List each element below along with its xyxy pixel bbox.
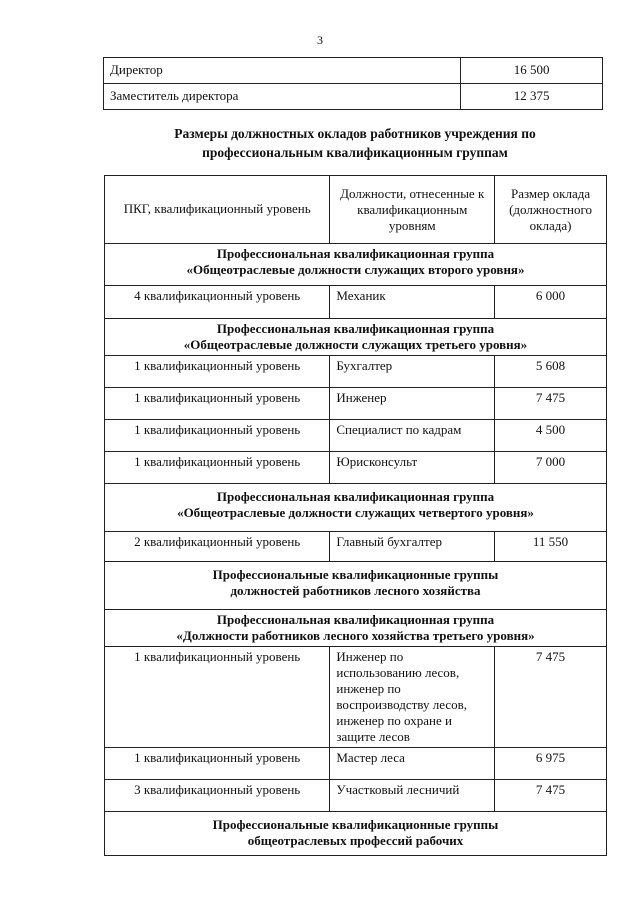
- position-cell: Юрисконсульт: [330, 452, 495, 484]
- level-cell: 1 квалификационный уровень: [105, 748, 330, 780]
- heading-line: профессиональным квалификационным группам: [202, 145, 508, 160]
- header-col-level: ПКГ, квалификационный уровень: [105, 176, 330, 244]
- table-row: [105, 356, 607, 388]
- heading-line: Размеры должностных окладов работников учреждения по: [174, 126, 536, 141]
- position-cell: Бухгалтер: [330, 356, 495, 388]
- group-header-row: [105, 812, 607, 856]
- amount-cell: 5 608: [495, 356, 607, 388]
- table-row: [105, 532, 607, 562]
- table-row: [104, 58, 603, 84]
- level-cell: 2 квалификационный уровень: [105, 532, 330, 562]
- group-title: [105, 484, 607, 532]
- group-header-row: [105, 562, 607, 610]
- position-cell: Инженер по использованию лесов, инженер по воспроизводству лесов, инженер по охране и защите лесов: [330, 647, 495, 748]
- group-title-line: Профессиональные квалификационные группы: [212, 567, 499, 582]
- group-title-line: «Общеотраслевые должности служащих второго уровня»: [186, 262, 525, 277]
- table-row: [105, 748, 607, 780]
- table-row: [105, 420, 607, 452]
- level-cell: 1 квалификационный уровень: [105, 452, 330, 484]
- level-cell: 3 квалификационный уровень: [105, 780, 330, 812]
- level-cell: 1 квалификационный уровень: [105, 420, 330, 452]
- group-title-line: «Общеотраслевые должности служащих четвертого уровня»: [177, 505, 534, 520]
- amount-cell: 11 550: [495, 532, 607, 562]
- position-cell: Инженер: [330, 388, 495, 420]
- table-row: [105, 647, 607, 748]
- table-row: [105, 388, 607, 420]
- header-col-amount: Размер оклада (должностного оклада): [495, 176, 607, 244]
- amount-cell: 7 475: [495, 780, 607, 812]
- group-header-row: [105, 319, 607, 356]
- group-title: [105, 562, 607, 610]
- position-cell: Механик: [330, 286, 495, 319]
- position-cell: Заместитель директора: [104, 84, 461, 110]
- amount-cell: 7 475: [495, 388, 607, 420]
- level-cell: 4 квалификационный уровень: [105, 286, 330, 319]
- position-cell: Главный бухгалтер: [330, 532, 495, 562]
- amount-cell: 6 000: [495, 286, 607, 319]
- group-title: [105, 812, 607, 856]
- group-title-line: Профессиональная квалификационная группа: [216, 489, 495, 504]
- group-title-line: Профессиональная квалификационная группа: [216, 612, 495, 627]
- amount-cell: 16 500: [461, 58, 603, 84]
- level-cell: 1 квалификационный уровень: [105, 388, 330, 420]
- amount-cell: 4 500: [495, 420, 607, 452]
- group-title-line: «Должности работников лесного хозяйства третьего уровня»: [176, 628, 535, 643]
- group-title-line: Профессиональная квалификационная группа: [216, 321, 495, 336]
- level-cell: 1 квалификационный уровень: [105, 647, 330, 748]
- table-row: [104, 84, 603, 110]
- table-row: [105, 780, 607, 812]
- table-row: [105, 452, 607, 484]
- position-cell: Мастер леса: [330, 748, 495, 780]
- group-title-line: Профессиональная квалификационная группа: [216, 246, 495, 261]
- group-header-row: [105, 244, 607, 286]
- position-cell: Директор: [104, 58, 461, 84]
- section-heading: [100, 124, 610, 162]
- group-title: [105, 610, 607, 647]
- group-title-line: общеотраслевых профессий рабочих: [247, 833, 464, 848]
- position-cell: Участковый лесничий: [330, 780, 495, 812]
- amount-cell: 7 475: [495, 647, 607, 748]
- group-header-row: [105, 610, 607, 647]
- amount-cell: 7 000: [495, 452, 607, 484]
- group-title-line: Профессиональные квалификационные группы: [212, 817, 499, 832]
- salary-table: [104, 175, 607, 856]
- group-title: [105, 244, 607, 286]
- level-cell: 1 квалификационный уровень: [105, 356, 330, 388]
- group-header-row: [105, 484, 607, 532]
- header-col-position: Должности, отнесенные к квалификационным уровням: [330, 176, 495, 244]
- position-cell: Специалист по кадрам: [330, 420, 495, 452]
- director-salary-table: [103, 57, 603, 110]
- amount-cell: 12 375: [461, 84, 603, 110]
- group-title: [105, 319, 607, 356]
- page-number: 3: [317, 33, 323, 47]
- table-header-row: [105, 176, 607, 244]
- amount-cell: 6 975: [495, 748, 607, 780]
- group-title-line: «Общеотраслевые должности служащих третьего уровня»: [183, 337, 528, 352]
- group-title-line: должностей работников лесного хозяйства: [230, 583, 481, 598]
- table-row: [105, 286, 607, 319]
